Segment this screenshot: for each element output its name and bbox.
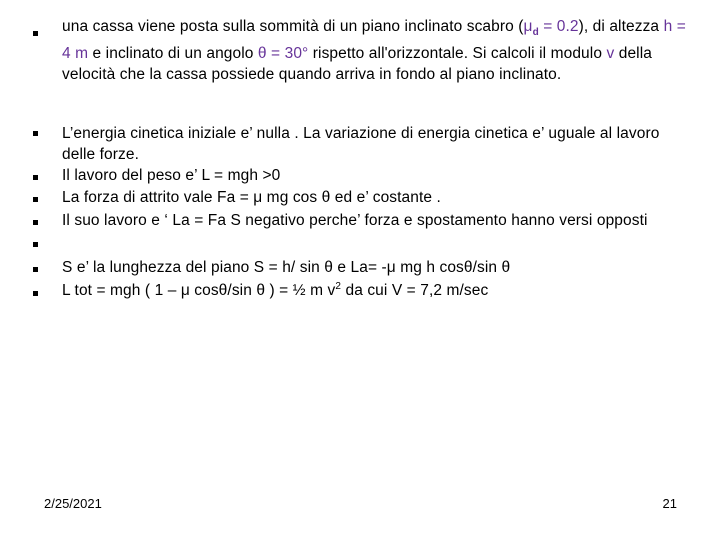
bullet-marker bbox=[33, 220, 38, 225]
step-kinetic-energy: L’energia cinetica iniziale e’ nulla . La variazione di energia cinetica e’ uguale al lavoro delle forze. bbox=[62, 125, 660, 163]
bullet-marker bbox=[33, 31, 38, 36]
bullet-marker bbox=[33, 197, 38, 202]
bullet-marker bbox=[33, 267, 38, 272]
step-weight-work: Il lavoro del peso e’ L = mgh >0 bbox=[62, 167, 281, 184]
step-friction-force: La forza di attrito vale Fa = μ mg cos θ ed e’ costante . bbox=[62, 189, 441, 206]
mu-symbol: $\mu_d = 0.2$ bbox=[523, 18, 579, 38]
problem-statement: una cassa viene posta sulla sommità di un piano inclinato scabro $(\mu_d = 0.2)$, di altezza h = 4 m e inclinato di un angolo θ = 30° rispetto all'orizzontale. Si calcoli il modulo v della velocità che la cassa possiede quando arriva in fondo al piano inclinato. bbox=[62, 18, 686, 83]
bullet-marker bbox=[33, 175, 38, 180]
step-plane-length: S e’ la lunghezza del piano S = h/ sin θ e La= -μ mg h cosθ/sin θ bbox=[62, 259, 511, 276]
bullet-marker bbox=[33, 291, 38, 296]
step-total-work: L tot = mgh ( 1 – μ cosθ/sin θ ) = ½ m $v^2$ da cui V = 7,2 m/sec bbox=[62, 281, 489, 299]
page-number: 21 bbox=[662, 496, 677, 511]
velocity-symbol: v bbox=[606, 45, 615, 62]
bullet-marker bbox=[33, 131, 38, 136]
height-value: h = 4 m bbox=[62, 18, 686, 62]
angle-value: θ = 30° bbox=[257, 45, 309, 62]
footer-date: 2/25/2021 bbox=[44, 496, 102, 511]
step-friction-work: Il suo lavoro e ‘ La = Fa S negativo perche’ forza e spostamento hanno versi opposti bbox=[62, 212, 648, 229]
bullet-marker bbox=[33, 242, 38, 247]
